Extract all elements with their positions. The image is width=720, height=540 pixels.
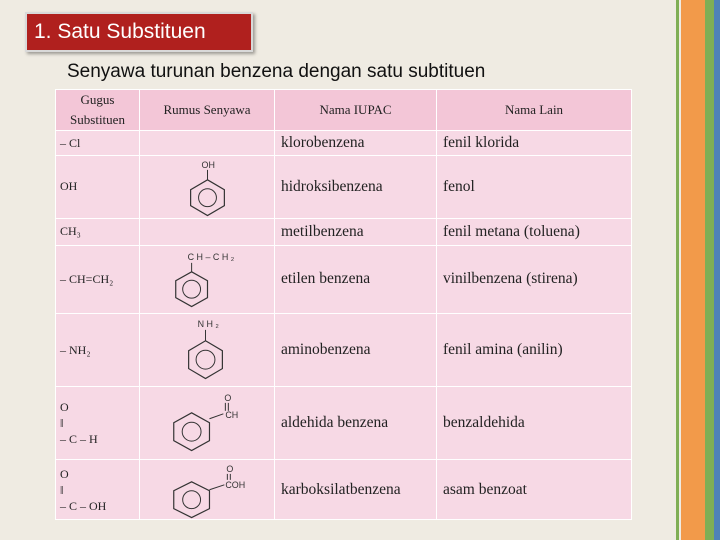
- phenol-structure: [140, 156, 274, 218]
- header-gugus-line2: Substituen: [70, 112, 125, 127]
- table-row: [56, 459, 632, 520]
- cell-rumus: [140, 245, 275, 313]
- header-gugus-line1: Gugus: [80, 92, 115, 107]
- header-gugus: [56, 90, 140, 131]
- header-lain: Nama Lain: [437, 90, 632, 131]
- cell-iupac: aminobenzena: [275, 314, 437, 387]
- gugus-line3: – C – OH: [60, 498, 107, 513]
- table-row: [56, 314, 632, 387]
- gugus-line2: ‖: [60, 416, 64, 431]
- benzene-ring-icon: [189, 341, 223, 379]
- table-row: [56, 131, 632, 156]
- stripe-orange: [681, 0, 705, 540]
- table-row: [56, 218, 632, 245]
- slide-title: 1. Satu Substituen: [25, 12, 253, 52]
- gugus-line3: – C – H: [60, 432, 98, 447]
- cell-iupac: hidroksibenzena: [275, 156, 437, 219]
- benzene-ring-icon: [174, 482, 210, 518]
- benzene-ring-icon: [174, 413, 210, 451]
- cell-lain: fenil klorida: [437, 131, 632, 156]
- benzoic-acid-structure: [140, 460, 274, 520]
- table-row: [56, 156, 632, 219]
- cell-rumus: [140, 156, 275, 219]
- gugus-line1: O: [60, 400, 69, 415]
- struct-label: C H – C H ₂: [187, 251, 235, 262]
- gugus-line1: O: [60, 466, 69, 481]
- cell-iupac: klorobenzena: [275, 131, 437, 156]
- gugus-line2: ‖: [60, 482, 64, 497]
- cell-rumus: [140, 131, 275, 156]
- styrene-structure: [140, 246, 274, 313]
- struct-label: CH: [225, 410, 239, 421]
- cell-iupac: aldehida benzena: [275, 387, 437, 459]
- cell-lain: vinilbenzena (stirena): [437, 245, 632, 313]
- table-row: [56, 387, 632, 459]
- aniline-structure: [140, 314, 274, 386]
- table-row: [56, 245, 632, 313]
- cell-gugus: CH₃: [56, 218, 140, 245]
- benzene-ring-icon: [176, 271, 208, 306]
- header-rumus: Rumus Senyawa: [140, 90, 275, 131]
- table-header-row: [56, 90, 632, 131]
- cell-rumus: [140, 387, 275, 459]
- cell-gugus: [56, 387, 140, 459]
- stripe-blue: [714, 0, 720, 540]
- cell-lain: fenol: [437, 156, 632, 219]
- substituent-table: [55, 89, 632, 520]
- cell-iupac: etilen benzena: [275, 245, 437, 313]
- header-iupac: Nama IUPAC: [275, 90, 437, 131]
- cell-rumus: [140, 218, 275, 245]
- cell-gugus: – NH₂: [56, 314, 140, 387]
- cell-gugus: – Cl: [56, 131, 140, 156]
- cell-gugus: [56, 459, 140, 520]
- cell-iupac: karboksilatbenzena: [275, 459, 437, 520]
- benzaldehyde-structure: [140, 387, 274, 458]
- cell-lain: asam benzoat: [437, 459, 632, 520]
- decorative-stripes: [676, 0, 720, 540]
- struct-label-o: O: [224, 393, 232, 404]
- cell-iupac: metilbenzena: [275, 218, 437, 245]
- slide-subtitle: Senyawa turunan benzena dengan satu subtituen: [67, 61, 486, 82]
- benzene-ring-icon: [191, 180, 225, 216]
- struct-label: COH: [225, 479, 246, 490]
- cell-gugus: OH: [56, 156, 140, 219]
- cell-lain: fenil amina (anilin): [437, 314, 632, 387]
- cell-lain: fenil metana (toluena): [437, 218, 632, 245]
- cell-rumus: [140, 314, 275, 387]
- cell-lain: benzaldehida: [437, 387, 632, 459]
- cell-gugus: – CH=CH₂: [56, 245, 140, 313]
- cell-rumus: [140, 459, 275, 520]
- stripe-green-2: [705, 0, 714, 540]
- struct-label: N H ₂: [197, 318, 219, 329]
- struct-label-o: O: [226, 463, 234, 474]
- struct-label: OH: [201, 159, 215, 170]
